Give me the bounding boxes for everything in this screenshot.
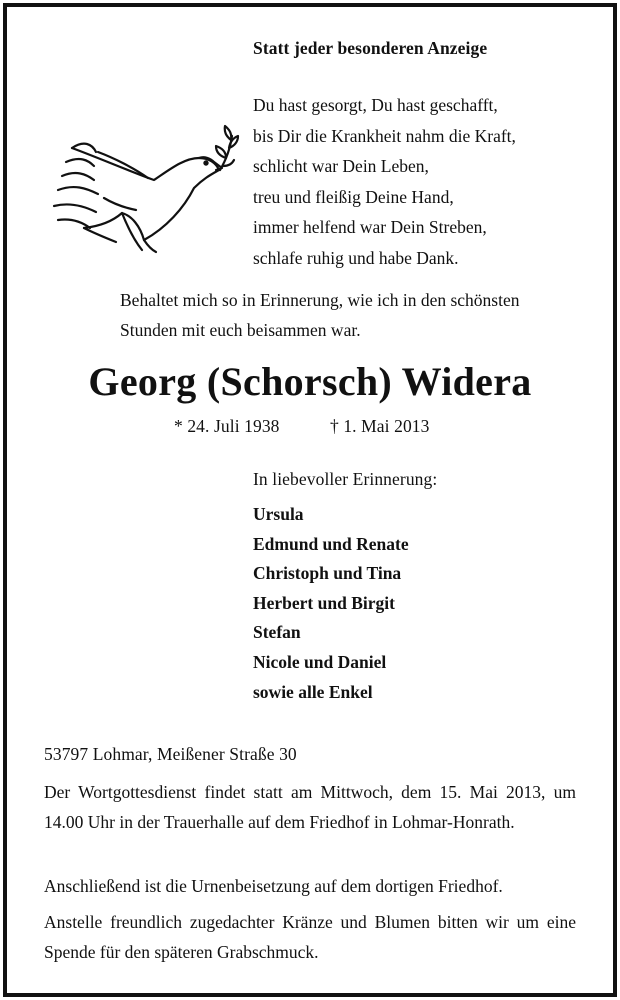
family-member: Christoph und Tina — [253, 563, 402, 584]
family-member: Herbert und Birgit — [253, 592, 395, 613]
poem-line: bis Dir die Krankheit nahm die Kraft, — [253, 125, 516, 146]
address: 53797 Lohmar, Meißener Straße 30 — [44, 744, 297, 764]
header-text: Statt jeder besonderen Anzeige — [253, 38, 488, 58]
burial-info: Anschließend ist die Urnenbeisetzung auf dem dortigen Friedhof. — [44, 876, 503, 896]
family-member: Edmund und Renate — [253, 533, 409, 554]
service-info: Der Wortgottesdienst findet statt am Mittwoch, dem 15. Mai 2013, um 14.00 Uhr in der Trauerhalle auf dem Friedhof in Lohmar-Honrath. — [44, 782, 576, 832]
family-member: Stefan — [253, 622, 301, 643]
family-list — [253, 500, 409, 707]
poem-line: schlafe ruhig und habe Dank. — [253, 247, 459, 268]
poem — [253, 90, 516, 273]
birth-date: * 24. Juli 1938 — [174, 416, 280, 436]
quote-line: Behaltet mich so in Erinnerung, wie ich in den schönsten — [120, 290, 520, 310]
family-member: Nicole und Daniel — [253, 651, 387, 672]
deceased-name: Georg (Schorsch) Widera — [88, 359, 532, 404]
memory-intro: In liebevoller Erinnerung: — [253, 469, 438, 489]
poem-line: schlicht war Dein Leben, — [253, 156, 429, 176]
quote-line: Stunden mit euch beisammen war. — [120, 319, 361, 340]
family-member: sowie alle Enkel — [253, 681, 373, 702]
dove-with-olive-branch-icon — [44, 118, 244, 258]
poem-line: Du hast gesorgt, Du hast geschafft, — [253, 95, 498, 115]
poem-line: immer helfend war Dein Streben, — [253, 217, 487, 237]
donation-info: Anstelle freundlich zugedachter Kränze und Blumen bitten wir um eine Spende für den späteren Grabschmuck. — [44, 912, 576, 962]
quote — [120, 286, 520, 345]
death-date: † 1. Mai 2013 — [330, 416, 430, 436]
family-member: Ursula — [253, 504, 304, 524]
poem-line: treu und fleißig Deine Hand, — [253, 186, 454, 207]
